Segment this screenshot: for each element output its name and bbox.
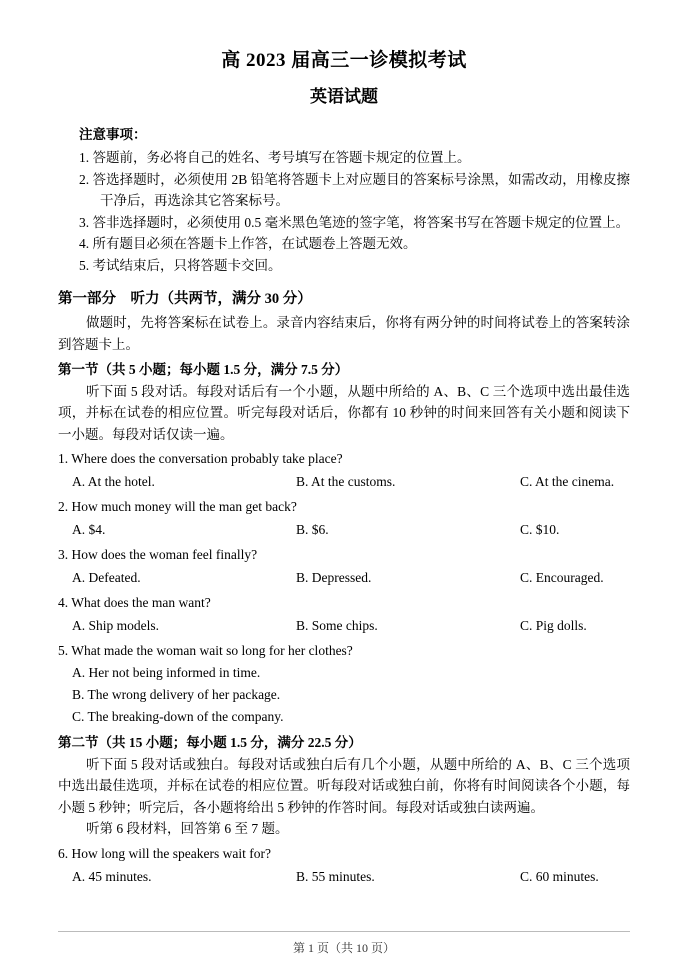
question-1-text: Where does the conversation probably take place? [71,451,343,466]
footer-divider [58,931,630,932]
question-2-text: How much money will the man get back? [71,499,297,514]
question-1-option-b[interactable]: B. At the customs. [296,474,396,489]
question-3-option-c[interactable]: C. Encouraged. [520,570,604,585]
notice-item-5: 5. 考试结束后，只将答题卡交回。 [79,257,282,273]
question-5-options [58,662,630,728]
notice-heading: 注意事项： [79,127,147,142]
page-footer: 第 1 页（共 10 页） [292,941,395,955]
question-2-option-c[interactable]: C. $10. [520,522,560,537]
question-6 [58,843,630,865]
question-4-option-a[interactable]: A. Ship models. [72,618,160,633]
question-3-option-a[interactable]: A. Defeated. [72,570,141,585]
question-6-options [58,866,630,888]
question-2 [58,496,630,518]
section-one-intro: 听下面 5 段对话。每段对话后有一个小题，从题中所给的 A、B、C 三个选项中选出最佳选项，并标在试卷的相应位置。听完每段对话后，你都有 10 秒钟的时间来回答有关小题和阅读下一小题。每段对话仅读一遍。 [58,383,630,442]
question-4-options [58,615,630,637]
question-4-option-b[interactable]: B. Some chips. [296,618,378,633]
question-3-option-b[interactable]: B. Depressed. [296,570,372,585]
part-one-heading: 第一部分 听力（共两节，满分 30 分） [58,291,312,307]
notice-item-2: 2. 答选择题时，必须使用 2B 铅笔将答题卡上对应题目的答案标号涂黑，如需改动，用橡皮擦干净后，再选涂其它答案标号。 [79,171,630,208]
question-3 [58,544,630,566]
question-5-option-b[interactable]: B. The wrong delivery of her package. [72,687,281,702]
question-6-text: How long will the speakers wait for? [71,845,271,861]
section-two-heading: 第二节（共 15 小题；每小题 1.5 分，满分 22.5 分） [58,735,362,750]
section-two-material-note: 听第 6 段材料，回答第 6 至 7 题。 [86,821,289,836]
section-two-intro: 听下面 5 段对话或独白。每段对话或独白后有几个小题，从题中所给的 A、B、C 三个选项中选出最佳选项，并标在试卷的相应位置。听每段对话或独白前，你将有时间阅读各个小题，每小题 5 秒钟；听完后，各小题将给出 5 秒钟的作答时间。每段对话或独白读两遍。 [58,756,630,815]
page-title: 高 2023 届高三一诊模拟考试 [221,50,467,71]
question-2-options [58,519,630,541]
question-1 [58,448,630,470]
question-1-option-c[interactable]: C. At the cinema. [520,474,615,489]
section-one-heading: 第一节（共 5 小题；每小题 1.5 分，满分 7.5 分） [58,362,349,377]
question-1-options [58,471,630,493]
page-subtitle: 英语试题 [310,87,378,106]
notice-item-1: 1. 答题前，务必将自己的姓名、考号填写在答题卡规定的位置上。 [79,150,471,165]
question-6-number: 6. [58,845,69,861]
question-4-text: What does the man want? [71,595,211,610]
question-2-option-b[interactable]: B. $6. [296,522,329,537]
question-4-number: 4. [58,595,69,610]
question-4-option-c[interactable]: C. Pig dolls. [520,618,587,633]
part-one-intro: 做题时，先将答案标在试卷上。录音内容结束后，你将有两分钟的时间将试卷上的答案转涂到答题卡上。 [58,315,630,352]
question-1-number: 1. [58,451,69,466]
question-6-option-b[interactable]: B. 55 minutes. [296,868,375,884]
question-2-number: 2. [58,499,69,514]
notice-item-4: 4. 所有题目必须在答题卡上作答，在试题卷上答题无效。 [79,236,417,251]
question-5-number: 5. [58,643,69,658]
question-4 [58,592,630,614]
question-5-text: What made the woman wait so long for her clothes? [71,643,353,658]
question-3-number: 3. [58,547,69,562]
question-3-text: How does the woman feel finally? [71,547,258,562]
question-5 [58,640,630,662]
question-2-option-a[interactable]: A. $4. [72,522,106,537]
question-6-option-c[interactable]: C. 60 minutes. [520,868,599,884]
question-1-option-a[interactable]: A. At the hotel. [72,474,155,489]
question-3-options [58,567,630,589]
question-5-option-a[interactable]: A. Her not being informed in time. [72,665,261,680]
question-5-option-c[interactable]: C. The breaking-down of the company. [72,709,284,724]
question-6-option-a[interactable]: A. 45 minutes. [72,868,152,884]
notice-item-3: 3. 答非选择题时，必须使用 0.5 毫米黑色笔迹的签字笔，将答案书写在答题卡规定的位置上。 [79,214,630,230]
